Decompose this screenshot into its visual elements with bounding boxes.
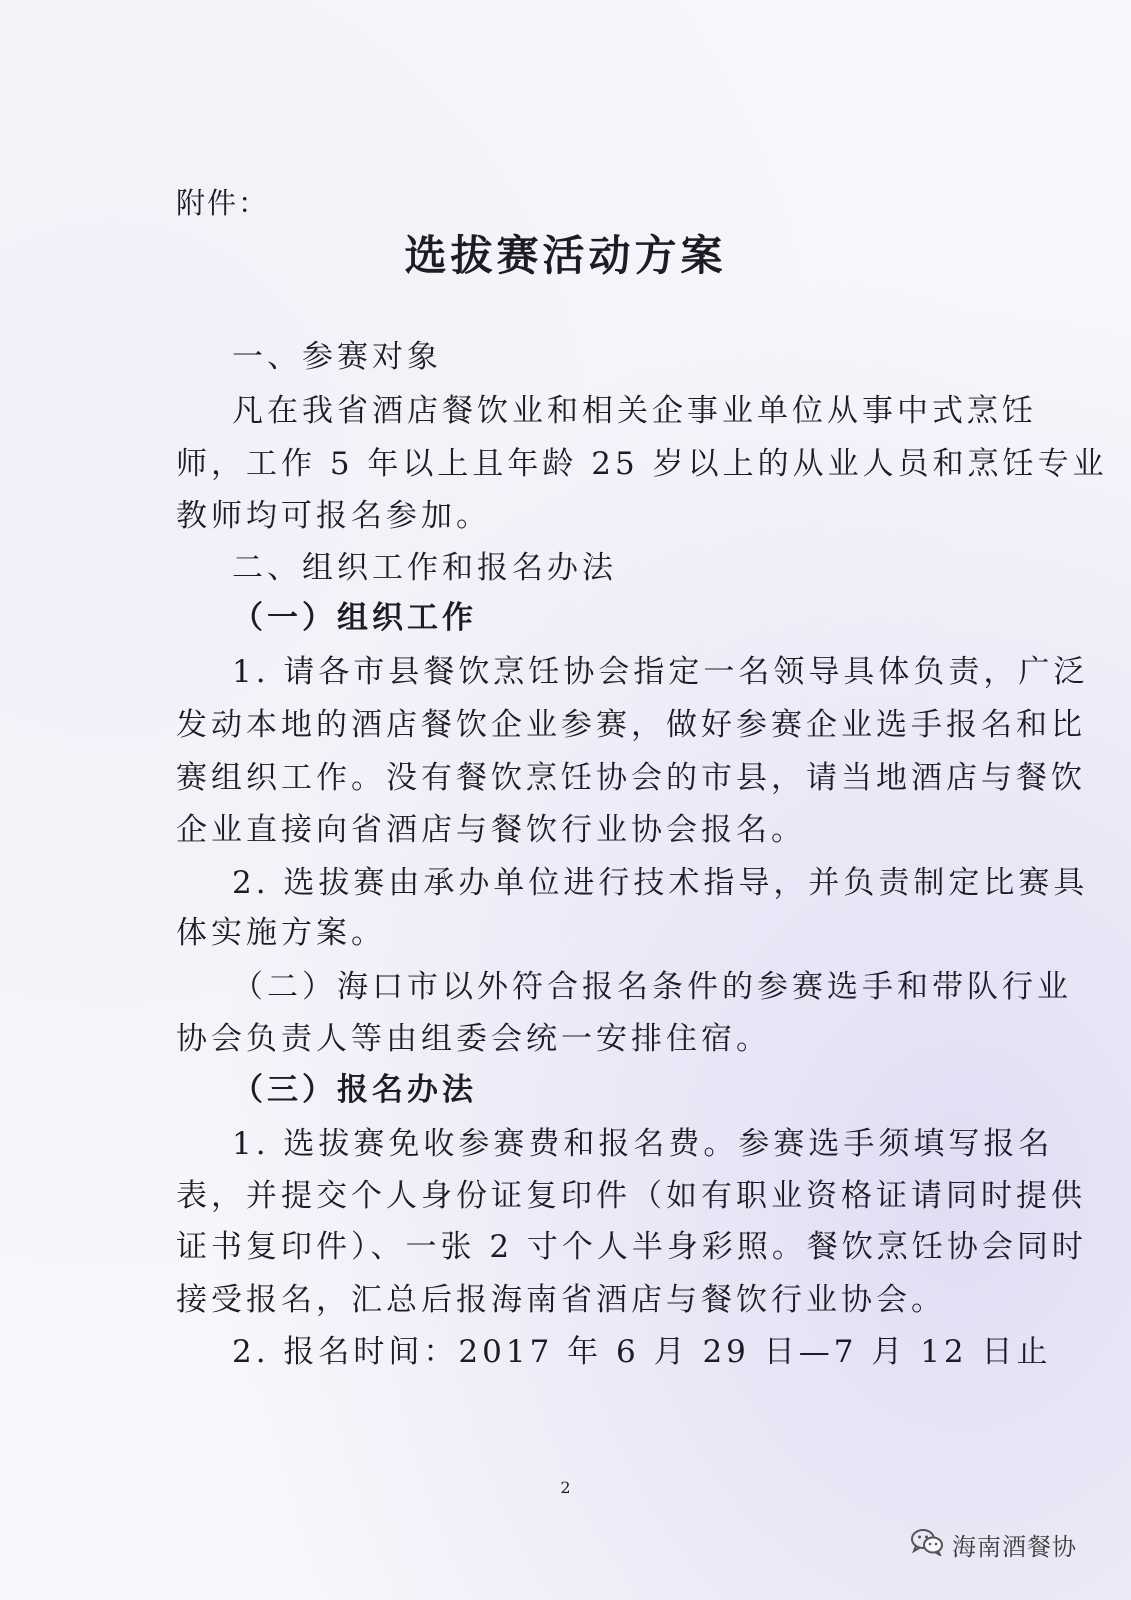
paragraph-line: 接受报名，汇总后报海南省酒店与餐饮行业协会。	[176, 1282, 946, 1318]
section-heading: 一、参赛对象	[232, 339, 442, 375]
paragraph-line: 2. 报名时间：2017 年 6 月 29 日—7 月 12 日止	[232, 1334, 1052, 1370]
paragraph-line: 凡在我省酒店餐饮业和相关企事业单位从事中式烹饪	[232, 393, 1037, 429]
paragraph-line: 协会负责人等由组委会统一安排住宿。	[176, 1021, 771, 1057]
paragraph-line: 发动本地的酒店餐饮企业参赛，做好参赛企业选手报名和比	[176, 707, 1086, 743]
section-heading: 二、组织工作和报名办法	[232, 550, 617, 586]
paragraph-line: 体实施方案。	[176, 915, 386, 951]
subsection-heading: （一）组织工作	[232, 600, 477, 636]
wechat-icon	[910, 1528, 944, 1560]
paragraph-line: 师，工作 5 年以上且年龄 25 岁以上的从业人员和烹饪专业	[176, 446, 1108, 482]
paragraph-line: 教师均可报名参加。	[176, 498, 491, 534]
subsection-heading: （三）报名办法	[232, 1072, 477, 1108]
document-title: 选拔赛活动方案	[404, 231, 727, 280]
watermark-text: 海南酒餐协	[952, 1532, 1077, 1561]
paragraph-line: 企业直接向省酒店与餐饮行业协会报名。	[176, 812, 806, 848]
attachment-label: 附件：	[176, 186, 270, 220]
paragraph-line: 2. 选拔赛由承办单位进行技术指导，并负责制定比赛具	[232, 865, 1089, 901]
paragraph-line: 赛组织工作。没有餐饮烹饪协会的市县，请当地酒店与餐饮	[176, 760, 1086, 796]
paragraph-line: 1. 选拔赛免收参赛费和报名费。参赛选手须填写报名	[232, 1126, 1054, 1162]
paragraph-line: 表，并提交个人身份证复印件（如有职业资格证请同时提供	[176, 1178, 1086, 1214]
paragraph-line: 证书复印件）、一张 2 寸个人半身彩照。餐饮烹饪协会同时	[176, 1229, 1087, 1265]
paragraph-line: （二）海口市以外符合报名条件的参赛选手和带队行业	[232, 969, 1072, 1005]
page-number: 2	[560, 1478, 571, 1497]
watermark	[910, 1524, 1077, 1564]
paragraph-line: 1. 请各市县餐饮烹饪协会指定一名领导具体负责，广泛	[232, 654, 1089, 690]
